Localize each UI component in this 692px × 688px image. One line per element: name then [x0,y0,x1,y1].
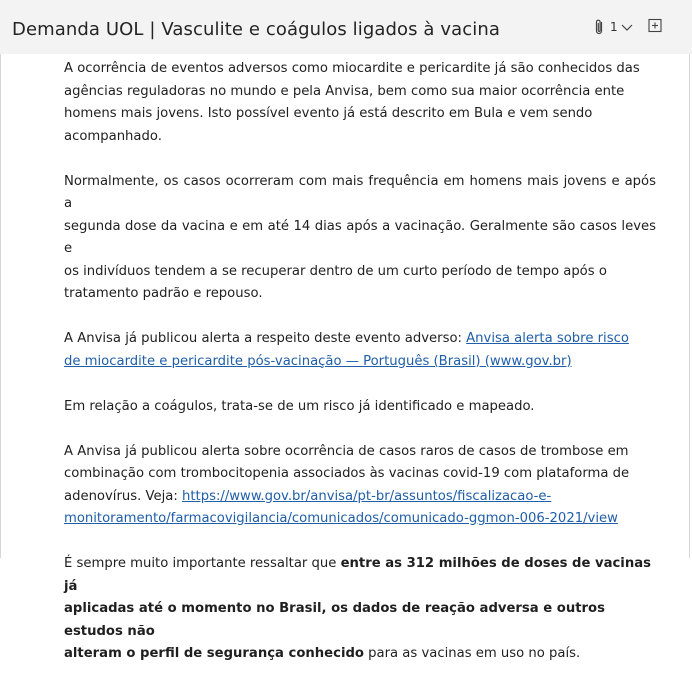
text-line: A ocorrência de eventos adversos como miocardite e pericardite já são conhecidos das [64,61,640,76]
text-line: os indivíduos tendem a se recuperar dentro de um curto período de tempo após o [64,263,607,279]
text-line: segunda dose da vacina e em até 14 dias após a vacinação. Geralmente são casos leves e [64,218,656,256]
bold-text: entre as 312 milhões de doses de vacinas já [64,556,651,594]
paragraph-miocardite [64,58,656,148]
text-line: para as vacinas em uso no país. [363,646,581,661]
text-line: tratamento padrão e repouso. [64,286,263,301]
paragraph-alerta-miocardite [64,328,656,373]
text-line: A Anvisa já publicou alerta a respeito deste evento adverso: [64,331,467,346]
text-line: Normalmente, os casos ocorreram com mais frequência em homens mais jovens e após a [64,173,656,211]
message-header [0,0,692,54]
link-comunicado-ggmon-cont[interactable]: monitoramento/farmacovigilancia/comunicados/comunicado-ggmon-006-2021/view [64,511,618,526]
link-alerta-miocardite[interactable]: Anvisa alerta sobre risco [466,331,629,346]
message-body [64,58,656,688]
paragraph-seguranca [64,553,656,666]
attachment-count: 1 [610,20,618,34]
open-in-new-window-icon [646,17,664,35]
link-comunicado-ggmon[interactable]: https://www.gov.br/anvisa/pt-br/assuntos/fiscalizacao-e- [182,488,552,504]
paragraph-trombose [64,441,656,531]
message-subject: Demanda UOL | Vasculite e coágulos ligados à vacina [12,19,500,40]
text-line: adenovírus. Veja: [64,488,182,504]
text-line: Em relação a coágulos, trata-se de um risco já identificado e mapeado. [64,398,535,414]
paragraph-casos [64,171,656,306]
text-line: acompanhado. [64,128,162,144]
text-line: agências reguladoras no mundo e pela Anvisa, bem como sua maior ocorrência ente [64,83,625,99]
open-in-new-window-button[interactable] [646,17,664,35]
text-line: homens mais jovens. Isto possível evento já está descrito em Bula e vem sendo [64,106,593,121]
text-line: combinação com trombocitopenia associados às vacinas covid-19 com plataforma de [64,466,630,481]
link-alerta-miocardite-cont[interactable]: de miocardite e pericardite pós-vacinação — Português (Brasil) (www.gov.br) [64,353,572,369]
bold-text: alteram o perfil de segurança conhecido [64,646,364,661]
paperclip-icon [592,18,606,36]
paragraph-coagulos [64,396,656,419]
text-line: É sempre muito importante ressaltar que [64,556,341,571]
chevron-down-icon [620,22,634,32]
attachments-button[interactable] [592,16,634,38]
bold-text: aplicadas até o momento no Brasil, os dados de reação adversa e outros estudos não [64,601,605,639]
text-line: A Anvisa já publicou alerta sobre ocorrência de casos raros de casos de trombose em [64,443,629,459]
